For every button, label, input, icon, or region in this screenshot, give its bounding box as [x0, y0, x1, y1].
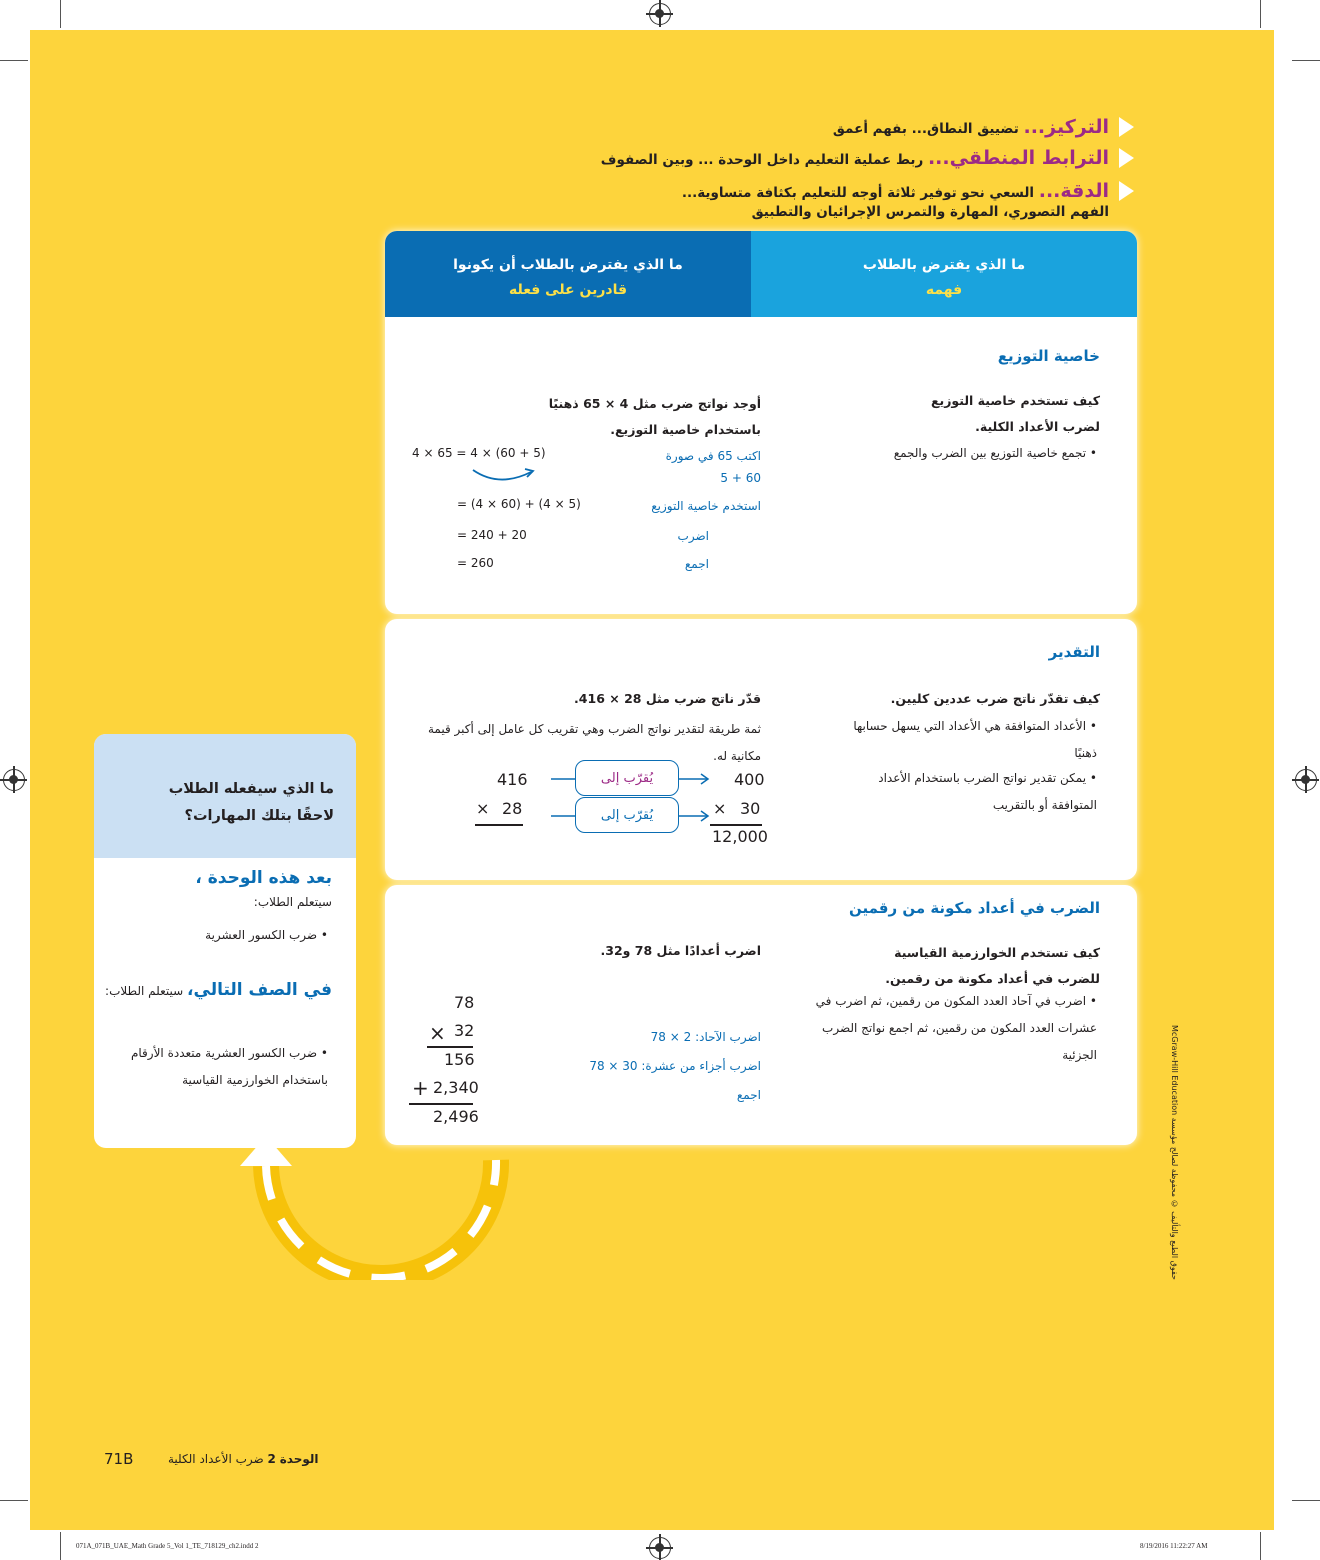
- unit-number: 2: [267, 1452, 276, 1466]
- bullet-text: تجمع خاصية التوزيع بين الضرب والجمع: [893, 446, 1087, 460]
- section-card-distributive: [385, 231, 1137, 614]
- header-right-line2: فهمه: [925, 282, 963, 298]
- header-bullet-rigor: [682, 178, 1134, 204]
- underline: [409, 1103, 473, 1105]
- underline: [475, 824, 523, 826]
- bullet-keyword: التركيز...: [1023, 116, 1109, 138]
- registration-mark-icon: [1295, 769, 1317, 791]
- estimated-factor-bottom: 30: [740, 799, 761, 818]
- section-title: التقدير: [1048, 643, 1100, 661]
- section-question-right: كيف تستخدم الخوارزمية القياسية للضرب في أعداد مكونة من رقمين.: [885, 945, 1100, 986]
- side-panel-question: ما الذي سيفعله الطلاب لاحقًا بتلك المهارات؟: [168, 781, 334, 824]
- estimated-factor-top: 400: [734, 770, 765, 789]
- section-title: الضرب في أعداد مكونة من رقمين: [848, 899, 1100, 917]
- bullet-keyword: الترابط المنطقي...: [927, 147, 1109, 169]
- times-sign: ×: [713, 799, 727, 818]
- section-bullet-right: • الأعداد المتوافقة هي الأعداد التي يسهل حسابها ذهنيًا: [853, 719, 1097, 760]
- multiplier: 32: [454, 1021, 475, 1040]
- header-bullet-focus: [833, 114, 1134, 140]
- crop-mark: [1292, 60, 1320, 61]
- crop-mark: [1260, 0, 1261, 28]
- step-label: اكتب 65 في صورة: [665, 449, 761, 463]
- estimated-product: 12,000: [712, 827, 768, 846]
- registration-mark-icon: [649, 3, 671, 25]
- crop-mark: [1260, 1532, 1261, 1560]
- bullet-text: ضرب الكسور العشرية متعددة الأرقام باستخدام الخوارزمية القياسية: [130, 1046, 328, 1087]
- after-unit-title: بعد هذه الوحدة ،: [195, 868, 332, 888]
- table-header-left: [385, 231, 751, 317]
- step-math: = 260: [457, 556, 494, 570]
- section-question-right: كيف تقدّر ناتج ضرب عددين كليين.: [890, 691, 1100, 706]
- crop-mark: [0, 60, 28, 61]
- step-label: اجمع: [736, 1088, 761, 1102]
- header-bullet-rigor-line2: الفهم التصوري، المهارة والتمرس الإجرائيان والتطبيق: [751, 204, 1109, 220]
- slug-file-info: 071A_071B_UAE_Math Grade 5_Vol 1_TE_718129_ch2.indd 2: [76, 1542, 259, 1550]
- times-sign: ×: [476, 799, 490, 818]
- table-header-right: [751, 231, 1137, 317]
- unit-label: الوحدة: [279, 1452, 319, 1466]
- unit-footer: [168, 1452, 319, 1466]
- header-bullet-coherence: [601, 145, 1134, 171]
- section-bullet-right: • يمكن تقدير نواتج الضرب باستخدام الأعداد المتوافقة أو بالتقريب: [878, 771, 1097, 812]
- section-question-right: كيف تستخدم خاصية التوزيع لضرب الأعداد الكلية.: [930, 393, 1100, 434]
- next-grade-subtitle: سيتعلم الطلاب:: [105, 984, 188, 998]
- header-left-line1: ما الذي يفترض بالطلاب أن يكونوا: [453, 257, 683, 273]
- partial-product: 156: [444, 1050, 475, 1069]
- side-panel: [94, 734, 356, 1148]
- header-right-line1: ما الذي يفترض بالطلاب: [862, 257, 1026, 273]
- triangle-bullet-icon: [1119, 148, 1134, 168]
- bullet-text: ضرب الكسور العشرية: [205, 928, 318, 942]
- crop-mark: [60, 1532, 61, 1560]
- arrow-right-icon: [679, 809, 715, 823]
- triangle-bullet-icon: [1119, 181, 1134, 201]
- partial-product: 2,340: [433, 1078, 479, 1097]
- crop-mark: [1292, 1500, 1320, 1501]
- registration-mark-icon: [3, 769, 25, 791]
- bullet-text: السعي نحو توفير ثلاثة أوجه للتعليم بكثافة متساوية...: [681, 185, 1039, 201]
- step-math: = 240 + 20: [457, 528, 527, 542]
- final-product: 2,496: [433, 1107, 479, 1126]
- arrow-right-icon: [679, 772, 715, 786]
- arrow-right-icon: [551, 809, 591, 823]
- underline: [710, 824, 762, 826]
- slug-timestamp: 8/19/2016 11:22:27 AM: [1140, 1542, 1208, 1550]
- step-label: اجمع: [684, 557, 709, 571]
- underline: [427, 1046, 473, 1048]
- cycle-arrow-icon: [230, 1130, 530, 1280]
- section-title: خاصية التوزيع: [997, 347, 1100, 365]
- section-text-left: ثمة طريقة لتقدير نواتج الضرب وهي تقريب كل عامل إلى أكبر قيمة مكانية له.: [428, 722, 761, 763]
- times-sign: ×: [429, 1021, 446, 1045]
- step-label: اضرب: [677, 529, 709, 543]
- step-label: اضرب أجزاء من عشرة: 30 × 78: [589, 1059, 761, 1073]
- bullet-text: يمكن تقدير نواتج الضرب باستخدام الأعداد المتوافقة أو بالتقريب: [878, 771, 1097, 812]
- after-unit-subtitle: سيتعلم الطلاب:: [253, 895, 332, 909]
- plus-sign: +: [412, 1076, 429, 1100]
- unit-title: ضرب الأعداد الكلية: [168, 1452, 264, 1466]
- triangle-bullet-icon: [1119, 117, 1134, 137]
- distribute-arrow-icon: [469, 466, 539, 486]
- section-question-left: اضرب أعدادًا مثل 78 و32.: [600, 943, 761, 958]
- header-left-line2: قادرين على فعله: [509, 282, 627, 298]
- bullet-text: الأعداد المتوافقة هي الأعداد التي يسهل حسابها ذهنيًا: [853, 719, 1097, 760]
- copyright-note: حقوق الطبع والتأليف © محفوظة لصالح مؤسسة McGraw-Hill Education: [1170, 1025, 1179, 1280]
- section-card-two-digit: [385, 885, 1137, 1145]
- original-factor-top: 416: [497, 770, 528, 789]
- next-grade-line: [105, 980, 332, 1000]
- bullet-text: اضرب في آحاد العدد المكون من رقمين، ثم اضرب في عشرات العدد المكون من رقمين، ثم اجمع نواتج الضرب الجزئية: [815, 994, 1097, 1062]
- next-grade-title: في الصف التالي،: [187, 980, 332, 1000]
- step-label: استخدم خاصية التوزيع: [651, 499, 761, 513]
- step-label: اضرب الآحاد: 2 × 78: [650, 1030, 761, 1044]
- step-label: 60 + 5: [720, 471, 761, 485]
- crop-mark: [0, 1500, 28, 1501]
- step-math: 4 × 65 = 4 × (60 + 5): [412, 446, 546, 460]
- section-bullet-right: • اضرب في آحاد العدد المكون من رقمين، ثم اضرب في عشرات العدد المكون من رقمين، ثم اجمع نواتج الضرب الجزئية: [815, 994, 1097, 1062]
- bullet-keyword: الدقة...: [1038, 180, 1109, 202]
- section-question-left: قدّر ناتج ضرب مثل 28 × 416.: [574, 691, 761, 706]
- original-factor-bottom: 28: [502, 799, 523, 818]
- next-grade-bullet: • ضرب الكسور العشرية متعددة الأرقام باستخدام الخوارزمية القياسية: [130, 1046, 328, 1087]
- step-math: = (4 × 60) + (4 × 5): [457, 497, 581, 511]
- section-card-estimation: [385, 619, 1137, 880]
- rounds-to-label: يُقرّب إلى: [600, 770, 654, 786]
- arrow-right-icon: [551, 772, 591, 786]
- section-bullet-right: • تجمع خاصية التوزيع بين الضرب والجمع: [893, 446, 1097, 460]
- multiplicand: 78: [454, 993, 475, 1012]
- bullet-text: تضييق النطاق... بفهم أعمق: [832, 121, 1024, 137]
- crop-mark: [60, 0, 61, 28]
- registration-mark-icon: [649, 1537, 671, 1559]
- page-number: 71B: [104, 1450, 134, 1468]
- bullet-text: ربط عملية التعليم داخل الوحدة ... وبين الصفوف: [600, 152, 928, 168]
- after-unit-bullet: • ضرب الكسور العشرية: [205, 928, 328, 942]
- section-question-left: أوجد نواتج ضرب مثل 4 × 65 ذهنيًا باستخدام خاصية التوزيع.: [548, 396, 761, 437]
- rounds-to-label: يُقرّب إلى: [600, 807, 654, 823]
